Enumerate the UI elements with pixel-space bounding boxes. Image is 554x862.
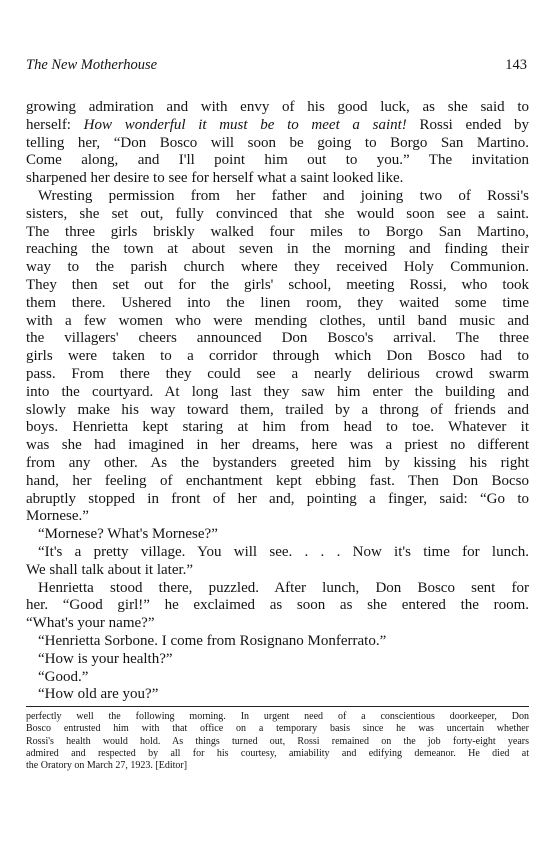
text-line: boys. Henrietta kept staring at him from head to toe. Whatever it [26,419,529,436]
text-line: Mornese.” [26,508,89,525]
text-line: pass. From there they could see a nearly delirious crowd swarm [26,365,529,382]
text-line [26,117,529,135]
page-number: 143 [505,57,527,73]
footnote-line: perfectly well the following morning. In urgent need of a conscientious doorkeeper, Don [26,711,529,722]
text-line: sisters, she set out, fully convinced that she would soon see a saint. [26,205,529,222]
footnote-line: admired and respected by all for his courtesy, amiability and edifying demeanor. He died at [26,747,529,759]
running-header [26,57,529,77]
text-line: “What's your name?” [26,615,155,632]
text-line: growing admiration and with envy of his good luck, as she said to [26,99,529,115]
text-line: her. “Good girl!” he exclaimed as soon as she entered the room. [26,597,529,614]
text-line: hand, her feeling of enchantment kept ebbing fast. Then Don Bocso [26,472,529,489]
text-line: “How is your health?” [38,650,173,667]
text-line: The three girls briskly walked four miles to Borgo San Martino, [26,223,529,240]
footnote-line: Bosco entrusted him with that office on a temporary basis since he was uncertain whether [26,723,529,735]
text-line: “Henrietta Sorbone. I come from Rosignano Monferrato.” [38,632,387,649]
text-line: Henrietta stood there, puzzled. After lunch, Don Bosco sent for [38,579,529,596]
text-line: was she had imagined in her dreams, here was a priest no different [26,437,529,454]
text-line: with a few women who were mending clothes, until band music and [26,312,529,329]
text-line: Wresting permission from her father and joining two of Rossi's [38,187,529,204]
text-line: reaching the town at about seven in the morning and finding their [26,241,529,258]
text-line: way to the parish church where they received Holy Communion. [26,259,529,276]
text-line: Come along, and I'll point him out to you.” The invitation [26,152,529,169]
italic-thought: How wonderful it must be to meet a saint! [83,116,407,133]
body-text [26,99,529,704]
text-line: “Good.” [38,668,89,685]
footnote-line: the Oratory on March 27, 1923. [Editor] [26,760,188,772]
text-line: telling her, “Don Bosco will soon be going to Borgo San Martino. [26,134,529,151]
text-span: herself: [26,116,71,133]
text-line: the villagers' cheers announced Don Bosco's arrival. The three [26,330,529,347]
text-line: into the courtyard. At long last they saw him enter the building and [26,383,529,400]
footnote-rule [26,706,529,707]
text-line: “How old are you?” [38,686,159,703]
footnote-line: Rossi's health would hold. As things turned out, Rossi remained on the job forty-eight years [26,735,529,747]
text-line: “Mornese? What's Mornese?” [38,526,218,543]
text-line: They then set out for the girls' school, meeting Rossi, who took [26,276,529,293]
footnote [26,711,529,772]
text-span: Rossi ended by [419,116,530,133]
text-line: sharpened her desire to see for herself what a saint looked like. [26,170,404,187]
text-line: “It's a pretty village. You will see. . . . Now it's time for lunch. [38,543,529,560]
text-line: slowly make his way toward them, trailed by a throng of friends and [26,401,529,418]
text-line: from any other. As the bystanders greeted him by kissing his right [26,454,529,471]
text-line: girls were taken to a corridor through which Don Bosco had to [26,348,529,365]
text-line: We shall talk about it later.” [26,561,194,578]
text-line: abruptly stopped in front of her and, pointing a finger, said: “Go to [26,490,529,507]
book-page [26,0,529,862]
text-line: them there. Ushered into the linen room, they waited some time [26,294,529,311]
running-title: The New Motherhouse [26,57,158,73]
